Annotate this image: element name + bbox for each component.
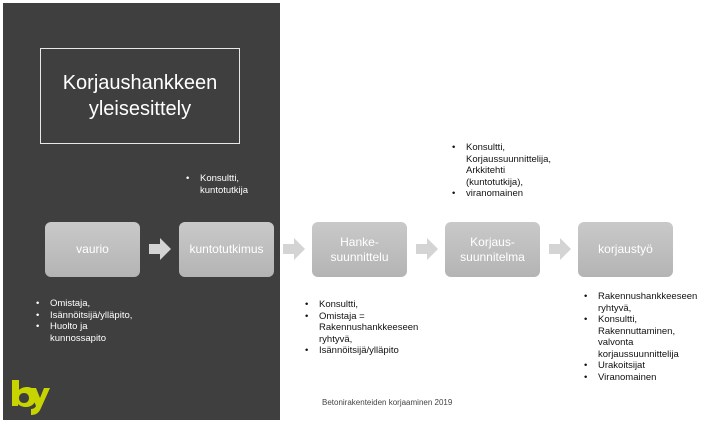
note-text: Omistaja = Rakennushankkeeseen ryhtyvä,: [319, 310, 419, 345]
step-korjaustyo: [578, 222, 673, 277]
list-item: [584, 360, 716, 372]
list-item: [452, 142, 612, 188]
step-label: korjaustyö: [598, 242, 653, 256]
by-logo-icon: [8, 378, 52, 416]
notes-korjaustyo: [584, 291, 716, 383]
list-item: [305, 299, 465, 311]
note-text: Omistaja,: [50, 298, 91, 309]
step-hankesuunnittelu: [312, 222, 407, 277]
note-text: Konsultti, Korjaussuunnittelija, Arkkitehti (kuntotutkija),: [466, 142, 552, 188]
note-text: viranomainen: [466, 188, 524, 199]
arrow-right-icon: [149, 238, 171, 260]
notes-vaurio: [36, 298, 236, 344]
list-item: [36, 310, 236, 322]
notes-kuntotutkimus: [186, 173, 278, 196]
list-item: [305, 311, 465, 346]
list-item: [584, 314, 716, 360]
list-item: [584, 372, 716, 384]
note-text: Huolto ja kunnossapito: [50, 321, 106, 344]
notes-korjaussuunnitelma: [452, 142, 612, 200]
title-box: [40, 48, 240, 144]
notes-hankesuunnittelu: [305, 299, 465, 357]
step-kuntotutkimus: [179, 222, 274, 277]
note-text: Rakennushankkeeseen ryhtyvä,: [598, 291, 698, 314]
footer-text: Betonirakenteiden korjaaminen 2019: [322, 398, 453, 407]
step-label: Korjaus- suunnitelma: [460, 234, 525, 264]
arrow-right-icon: [549, 238, 571, 260]
list-item: [305, 345, 465, 357]
list-item: [186, 173, 278, 196]
list-item: [36, 321, 236, 344]
note-text: Konsultti, Rakennuttaminen, valvonta korjaussuunnittelija: [598, 314, 679, 360]
note-text: Isännöitsijä/ylläpito: [319, 345, 399, 356]
step-label: kuntotutkimus: [189, 242, 264, 256]
note-text: Urakoitsijat: [598, 360, 645, 371]
step-vaurio: [45, 222, 140, 277]
note-text: Viranomainen: [598, 371, 657, 383]
list-item: [584, 291, 716, 314]
step-korjaussuunnitelma: [445, 222, 540, 277]
list-item: [36, 298, 236, 310]
step-label: Hanke- suunnittelu: [330, 234, 389, 264]
list-item: [452, 188, 612, 200]
arrow-right-icon: [283, 238, 305, 260]
step-label: vaurio: [76, 242, 109, 256]
arrow-right-icon: [416, 238, 438, 260]
note-text: Konsultti, kuntotutkija: [200, 173, 249, 196]
title-line-1: Korjaushankkeen: [62, 72, 218, 94]
note-text: Konsultti,: [319, 299, 359, 310]
title-line-2: yleisesittely: [88, 98, 192, 120]
note-text: Isännöitsijä/ylläpito,: [50, 309, 133, 321]
